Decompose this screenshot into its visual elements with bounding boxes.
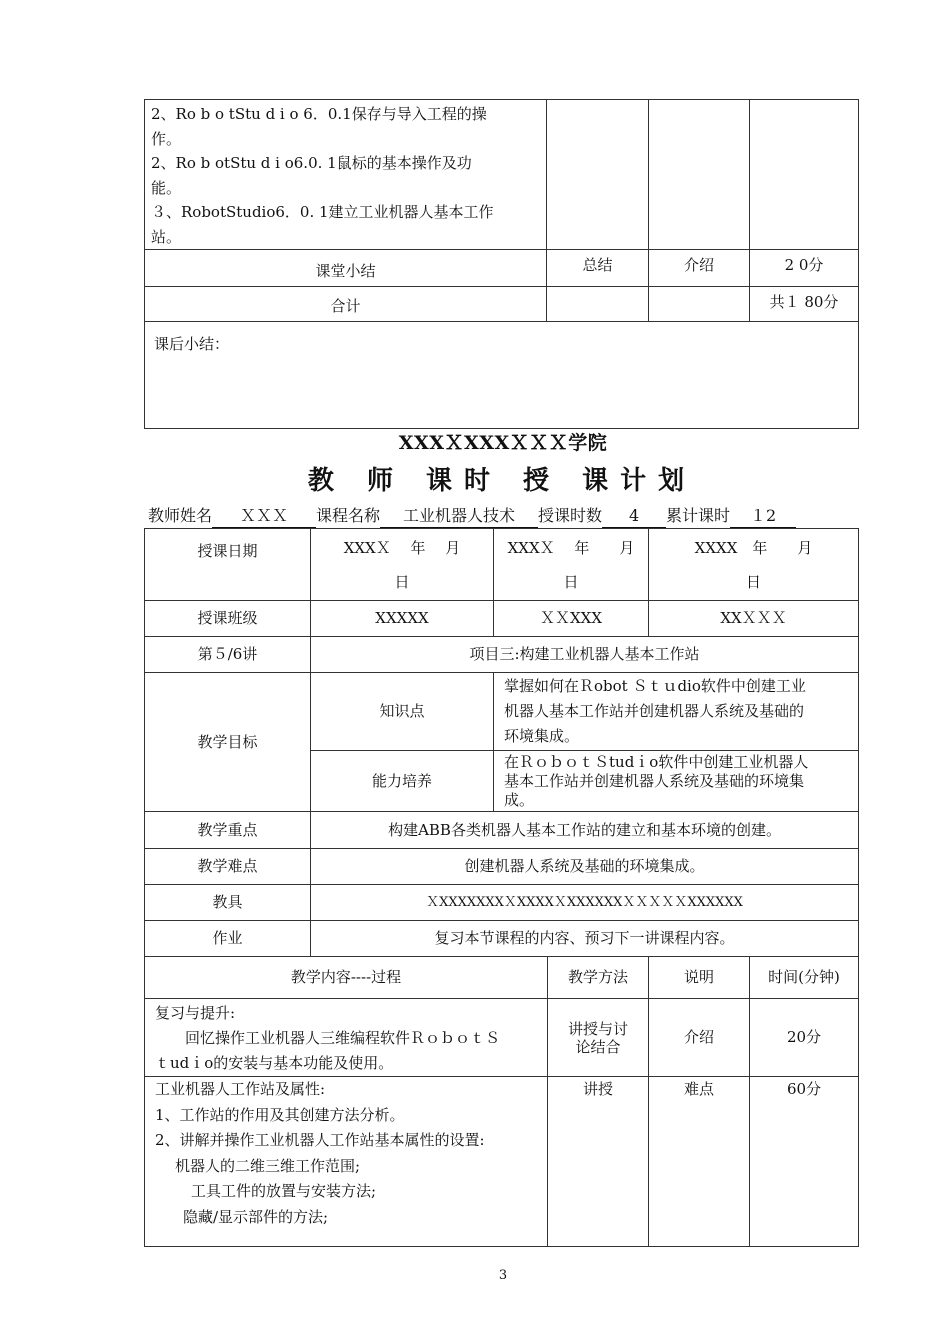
workstation-line: 工业机器人工作站及属性: xyxy=(155,1080,326,1098)
homework-label: 作业 xyxy=(145,921,311,957)
workstation-note: 难点 xyxy=(649,1077,750,1247)
hours-value: 4 xyxy=(602,505,666,528)
ability-line: 基本工作站并创建机器人系统及基础的环境集 xyxy=(504,771,805,790)
date-cell-3 xyxy=(649,529,859,601)
key-point-label: 教学重点 xyxy=(145,812,311,849)
hours-label: 授课时数 xyxy=(538,506,603,525)
workstation-line: 2、讲解并操作工业机器人工作站基本属性的设置: xyxy=(155,1131,485,1149)
class-label: 授课班级 xyxy=(145,601,311,637)
review-content xyxy=(145,999,548,1077)
workstation-line: 1、工作站的作用及其创建方法分析。 xyxy=(155,1105,405,1124)
class-value-1: XXXXX xyxy=(311,601,494,637)
cumulative-label: 累计课时 xyxy=(666,506,731,525)
after-class-summary: 课后小结： xyxy=(145,322,859,429)
note-cell xyxy=(649,100,750,250)
knowledge-line: 掌握如何在Ｒobot Ｓｔｕdio软件中创建工业 xyxy=(504,677,806,695)
content-line: 站。 xyxy=(151,227,182,246)
ability-label: 能力培养 xyxy=(311,751,494,812)
cumulative-value: １2 xyxy=(730,505,796,528)
method-cell xyxy=(547,100,649,250)
time-cell xyxy=(750,100,859,250)
ability-line: 成。 xyxy=(504,790,535,809)
difficulty-text: 创建机器人系统及基础的环境集成。 xyxy=(311,849,859,885)
date-line: XXXＸ 年 月 xyxy=(343,538,461,557)
course-label: 课程名称 xyxy=(316,506,381,525)
lesson-plan-table xyxy=(144,528,859,1247)
summary-note: 介绍 xyxy=(649,250,750,287)
content-header: 教学内容----过程 xyxy=(145,957,548,999)
content-line: ３、RobotStudio6．0. 1建立工业机器人基本工作 xyxy=(151,203,494,221)
workstation-line: 机器人的二维三维工作范围; xyxy=(175,1156,361,1175)
workstation-time: 60分 xyxy=(750,1077,859,1247)
class-value-2: ＸＸXXX xyxy=(494,601,649,637)
date-cell-2 xyxy=(494,529,649,601)
date-line: XXXX 年 月 xyxy=(694,538,813,557)
review-line: ｔudｉo的安装与基本功能及使用。 xyxy=(155,1054,394,1072)
note-header: 说明 xyxy=(649,957,750,999)
workstation-method: 讲授 xyxy=(548,1077,649,1247)
knowledge-text xyxy=(494,673,859,751)
time-header: 时间(分钟) xyxy=(750,957,859,999)
class-value-3: XXＸＸＸ xyxy=(649,601,859,637)
review-time: 20分 xyxy=(750,999,859,1077)
date-day: 日 xyxy=(394,572,410,591)
date-day: 日 xyxy=(746,572,762,591)
teacher-value: ＸＸＸ xyxy=(212,505,316,528)
workstation-content xyxy=(145,1077,548,1247)
summary-method: 总结 xyxy=(547,250,649,287)
date-line: XXXＸ 年 月 xyxy=(507,538,635,557)
content-cell xyxy=(145,100,547,250)
review-line: 回忆操作工业机器人三维编程软件ＲｏｂｏｔＳ xyxy=(185,1029,501,1047)
review-method-line: 论结合 xyxy=(575,1037,621,1056)
method-header: 教学方法 xyxy=(548,957,649,999)
workstation-line: 隐藏/显示部件的方法; xyxy=(183,1207,329,1226)
lecture-number: 第５/6讲 xyxy=(145,637,311,673)
teacher-info-line xyxy=(148,505,866,527)
total-time: 共１ 80分 xyxy=(750,287,859,322)
homework-text: 复习本节课程的内容、预习下一讲课程内容。 xyxy=(311,921,859,957)
content-line: 能。 xyxy=(151,178,182,197)
content-line: 作。 xyxy=(151,129,182,148)
review-method-line: 讲授与讨 xyxy=(567,1019,628,1038)
difficulty-label: 教学难点 xyxy=(145,849,311,885)
content-line: 2、Ro b otStu d i o6.0. 1鼠标的基本操作及功 xyxy=(151,154,472,172)
ability-text xyxy=(494,751,859,812)
total-note xyxy=(649,287,750,322)
knowledge-line: 机器人基本工作站并创建机器人系统及基础的 xyxy=(504,702,805,720)
summary-time: 2 0分 xyxy=(750,250,859,287)
previous-plan-table xyxy=(144,99,859,429)
summary-label: 课堂小结 xyxy=(145,250,547,287)
knowledge-label: 知识点 xyxy=(311,673,494,751)
total-label: 合计 xyxy=(145,287,547,322)
tools-text: ＸXXXXXXXＸXXXXＸXXXXXXＸＸＸＸＸXXXXXX xyxy=(311,885,859,921)
teacher-label: 教师姓名 xyxy=(148,506,213,525)
course-value: 工业机器人技术 xyxy=(380,505,538,528)
key-point-text: 构建ABB各类机器人基本工作站的建立和基本环境的创建。 xyxy=(311,812,859,849)
page-number: 3 xyxy=(498,1268,508,1283)
date-cell-1 xyxy=(311,529,494,601)
workstation-line: 工具工件的放置与安装方法; xyxy=(191,1182,377,1200)
knowledge-line: 环境集成。 xyxy=(504,727,580,745)
school-name: XXXＸXXXＸＸＸ学院 xyxy=(398,432,608,454)
review-line: 复习与提升: xyxy=(155,1004,236,1022)
project-title: 项目三:构建工业机器人基本工作站 xyxy=(311,637,859,673)
content-line: 2、Ro b o tStu d i o 6．0.1保存与导入工程的操 xyxy=(151,105,487,123)
date-day: 日 xyxy=(563,572,579,591)
ability-line: 在ＲｏｂｏｔＳtudｉo软件中创建工业机器人 xyxy=(504,752,809,771)
total-method xyxy=(547,287,649,322)
date-label: 授课日期 xyxy=(145,529,311,601)
review-method xyxy=(548,999,649,1077)
tools-label: 教具 xyxy=(145,885,311,921)
review-note: 介绍 xyxy=(649,999,750,1077)
goal-label: 教学目标 xyxy=(145,673,311,812)
plan-title: 教 师 课时 授 课计划 xyxy=(307,466,697,496)
